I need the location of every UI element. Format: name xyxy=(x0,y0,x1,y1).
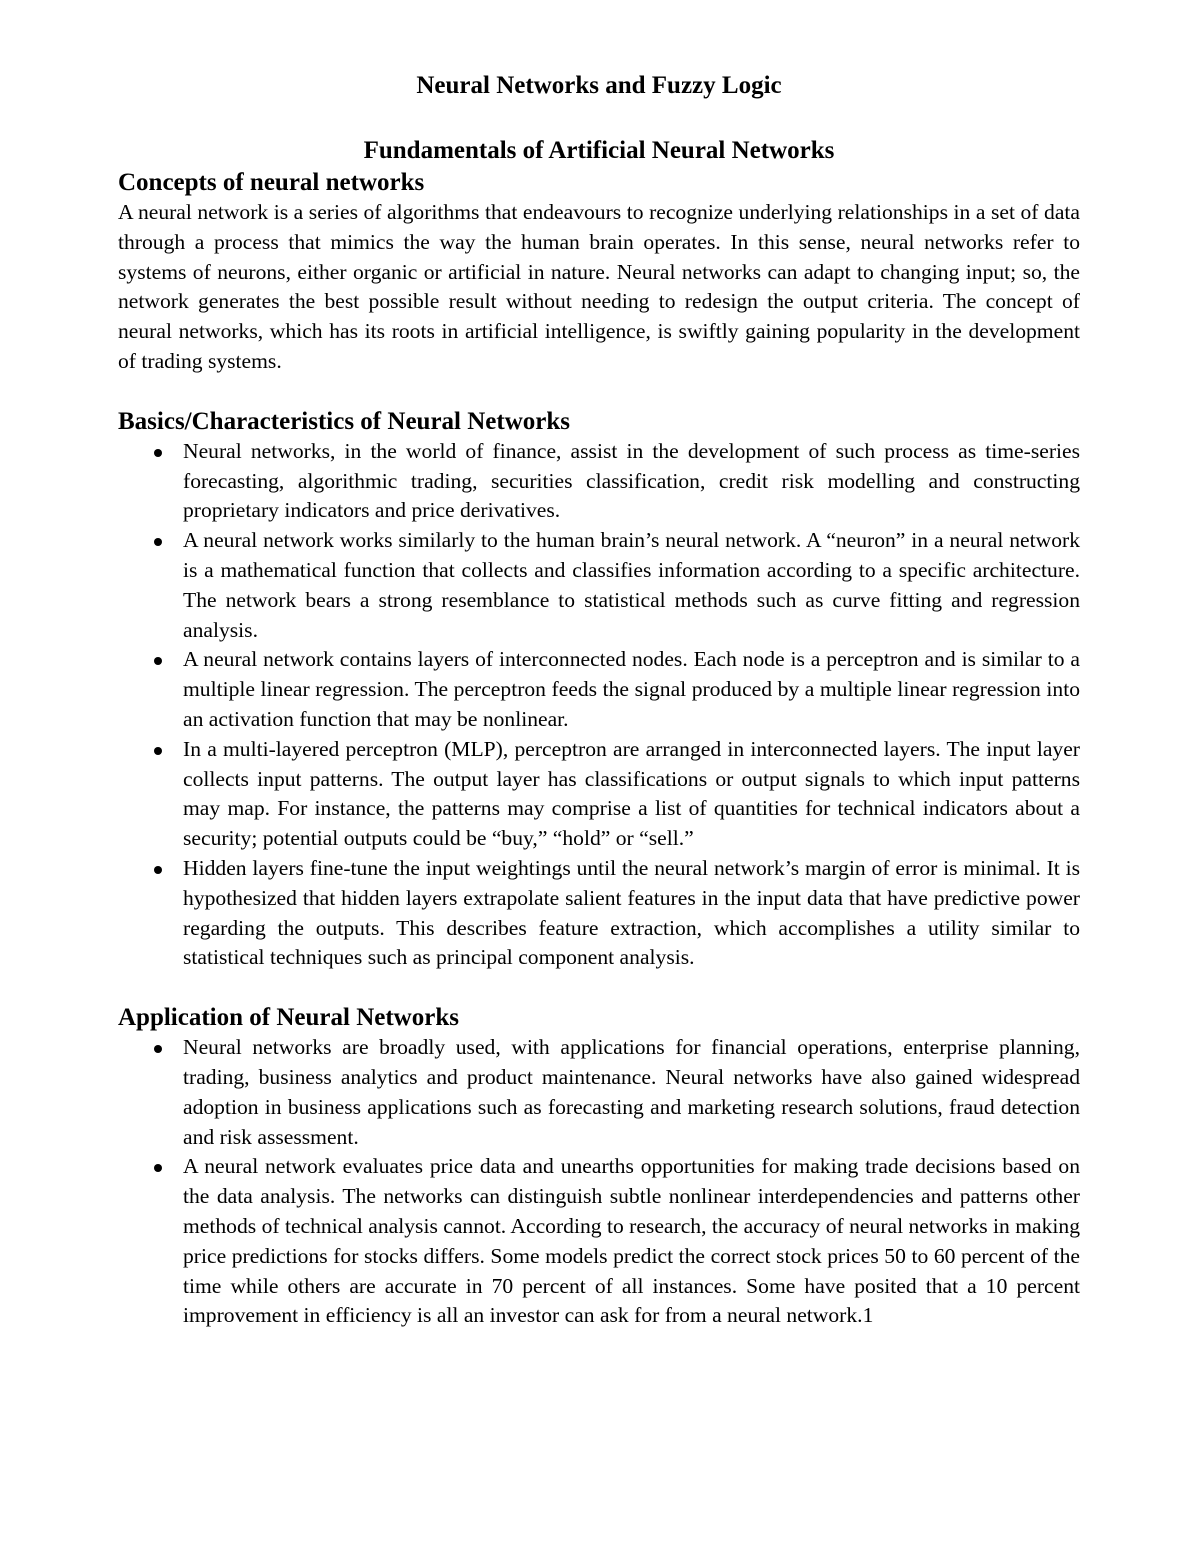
list-item xyxy=(118,1152,1080,1331)
bullet-icon xyxy=(154,747,162,755)
list-item-text: A neural network contains layers of interconnected nodes. Each node is a perceptron and is similar to a multiple linear regression. The perceptron feeds the signal produced by a multiple linear regression into an activation function that may be nonlinear. xyxy=(183,647,1080,731)
list-item xyxy=(118,735,1080,854)
list-item xyxy=(118,1033,1080,1152)
application-list xyxy=(118,1033,1080,1331)
concepts-paragraph: A neural network is a series of algorithms that endeavours to recognize underlying relationships in a set of data through a process that mimics the way the human brain operates. In this sense, neural networks refer to systems of neurons, either organic or artificial in nature. Neural networks can adapt to changing input; so, the network generates the best possible result without needing to redesign the output criteria. The concept of neural networks, which has its roots in artificial intelligence, is swiftly gaining popularity in the development of trading systems. xyxy=(118,200,1080,373)
list-item-text: A neural network works similarly to the human brain’s neural network. A “neuron” in a neural network is a mathematical function that collects and classifies information according to a specific architecture. The network bears a strong resemblance to statistical methods such as curve fitting and regression analysis. xyxy=(183,528,1080,642)
list-item-text: Neural networks, in the world of finance, assist in the development of such process as time-series forecasting, algorithmic trading, securities classification, credit risk modelling and constructing proprietary indicators and price derivatives. xyxy=(183,438,1080,523)
bullet-icon xyxy=(154,657,162,665)
list-item xyxy=(118,526,1080,645)
bullet-icon xyxy=(154,449,162,457)
section-spacer xyxy=(118,377,1080,407)
bullet-icon xyxy=(154,1045,162,1053)
document-subtitle: Fundamentals of Artificial Neural Networks xyxy=(363,137,835,164)
characteristics-list xyxy=(118,437,1080,973)
bullet-icon xyxy=(154,866,162,874)
section-heading-application: Application of Neural Networks xyxy=(118,1004,459,1032)
bullet-icon xyxy=(154,1164,162,1172)
list-item-text: Neural networks are broadly used, with applications for financial operations, enterprise planning, trading, business analytics and product maintenance. Neural networks have also gained widespread adoption in business applications such as forecasting and marketing research solutions, fraud detection and risk assessment. xyxy=(183,1035,1080,1149)
list-item-text: Hidden layers fine-tune the input weightings until the neural network’s margin of error is minimal. It is hypothesized that hidden layers extrapolate salient features in the input data that have predictive power regarding the outputs. This describes feature extraction, which accomplishes a utility similar to statistical techniques such as principal component analysis. xyxy=(183,855,1080,970)
list-item xyxy=(118,854,1080,973)
section-spacer xyxy=(118,973,1080,1003)
list-item-text: In a multi-layered perceptron (MLP), perceptron are arranged in interconnected layers. The input layer collects input patterns. The output layer has classifications or output signals to which input patterns may map. For instance, the patterns may comprise a list of quantities for technical indicators about a security; potential outputs could be “buy,” “hold” or “sell.” xyxy=(183,736,1080,851)
list-item xyxy=(118,645,1080,734)
list-item xyxy=(118,437,1080,526)
section-heading-concepts: Concepts of neural networks xyxy=(118,169,425,196)
bullet-icon xyxy=(154,538,162,546)
document-title: Neural Networks and Fuzzy Logic xyxy=(416,72,782,99)
section-heading-characteristics: Basics/Characteristics of Neural Networks xyxy=(118,407,570,435)
list-item-text: A neural network evaluates price data and unearths opportunities for making trade decisions based on the data analysis. The networks can distinguish subtle nonlinear interdependencies and patterns other methods of technical analysis cannot. According to research, the accuracy of neural networks in making price predictions for stocks differs. Some models predict the correct stock prices 50 to 60 percent of the time while others are accurate in 70 percent of all instances. Some have posited that a 10 percent improvement in efficiency is all an investor can ask for from a neural network.1 xyxy=(183,1154,1081,1328)
